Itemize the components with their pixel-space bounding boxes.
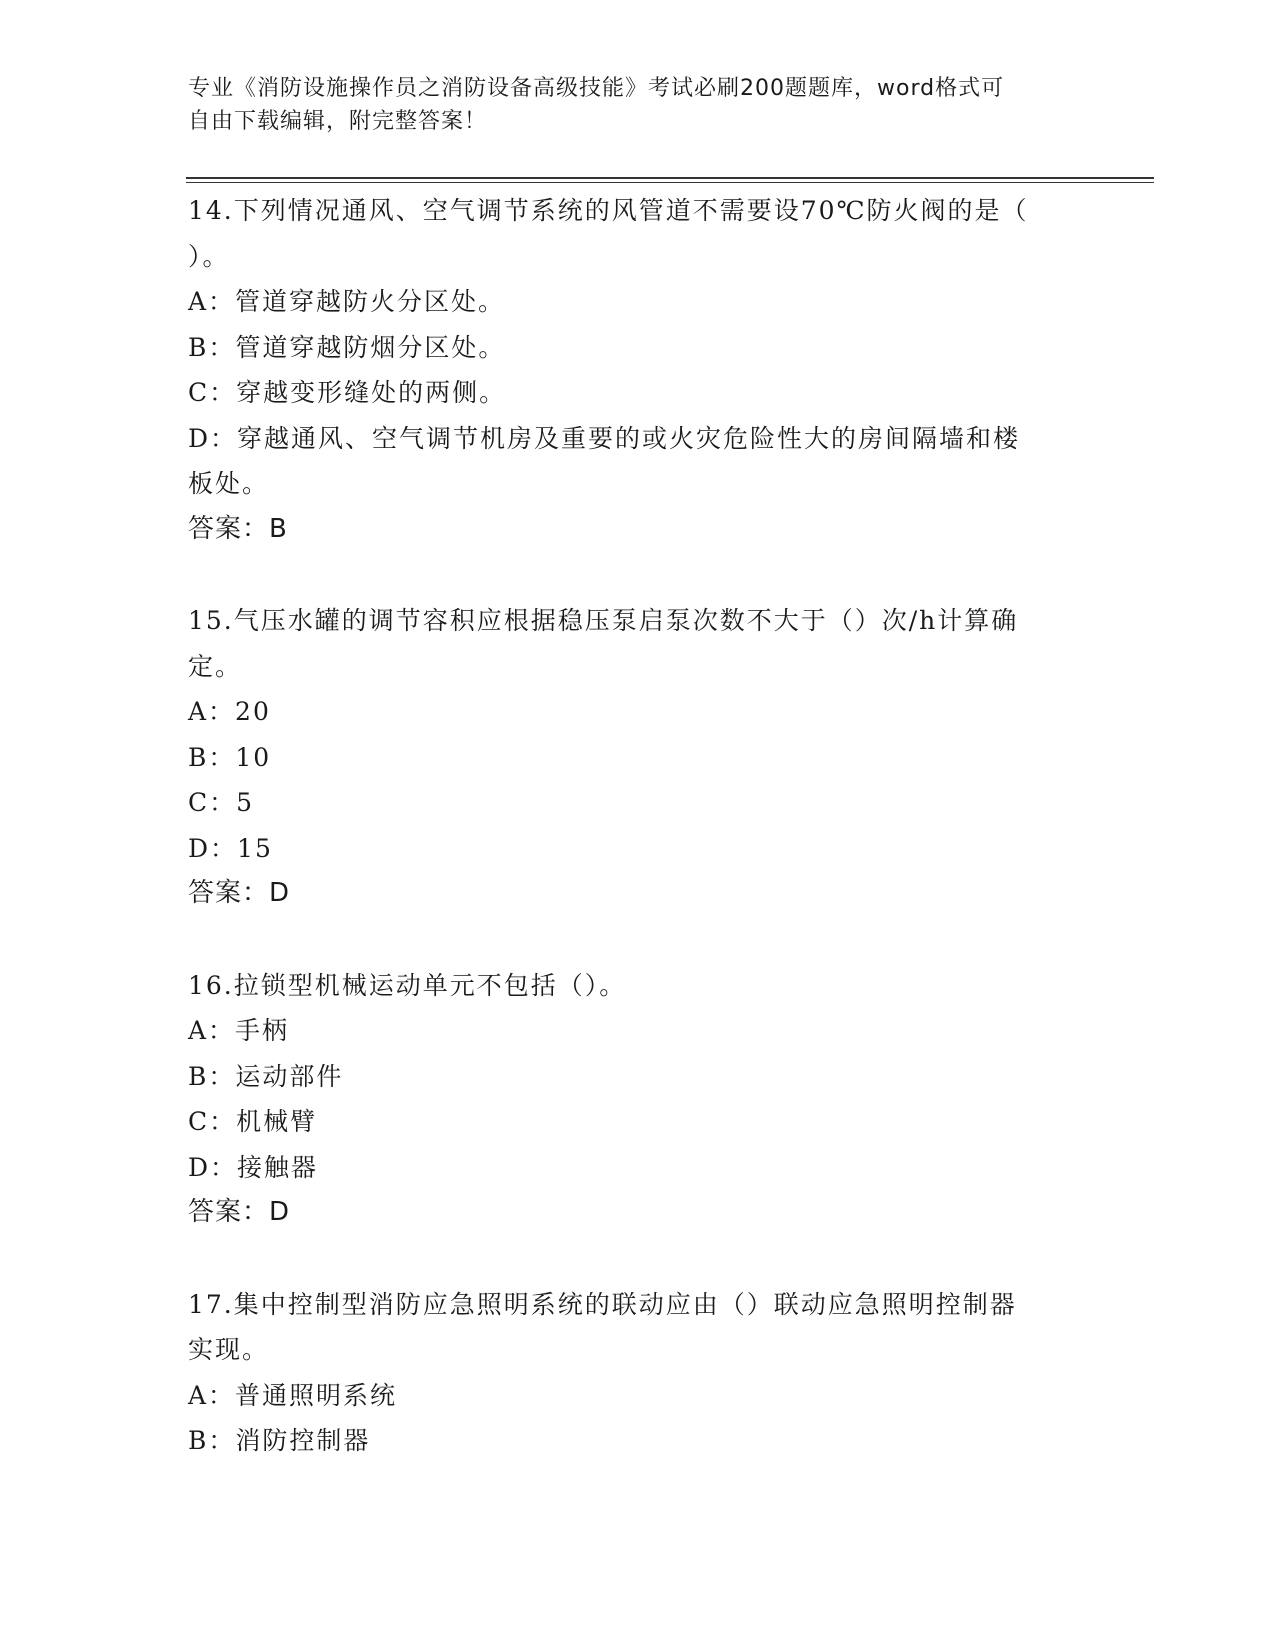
question-15 [188,598,1088,917]
question-stem-line: 17.集中控制型消防应急照明系统的联动应由（）联动应急照明控制器 [188,1289,1017,1319]
option-b: B：消防控制器 [188,1426,371,1455]
option-a: A：管道穿越防火分区处。 [188,287,506,316]
question-stem-line: ）。 [188,241,230,271]
option-c: C：5 [188,788,255,817]
option-a: A：20 [188,697,271,726]
option-d: D：接触器 [188,1152,319,1182]
header-line-1: 专业《消防设施操作员之消防设备高级技能》考试必刷200题题库，word格式可 [188,76,1005,101]
option-b: B：10 [188,742,272,772]
page-header [188,72,1088,138]
option-a: A：手柄 [188,1016,290,1045]
answer-label: 答案：B [188,513,288,544]
question-16 [188,963,1088,1236]
option-d: D：穿越通风、空气调节机房及重要的或火灾危险性大的房间隔墙和楼 [188,423,1021,453]
option-a: A：普通照明系统 [188,1380,398,1410]
header-line-2: 自由下载编辑，附完整答案！ [188,109,488,134]
option-c: C：穿越变形缝处的两侧。 [188,378,507,407]
question-stem-line: 14.下列情况通风、空气调节系统的风管道不需要设70℃防火阀的是（ [188,196,1029,225]
option-c: C：机械臂 [188,1107,318,1136]
question-stem-line: 实现。 [188,1335,270,1364]
answer-label: 答案：D [188,1197,291,1227]
question-stem-line: 16.拉锁型机械运动单元不包括（）。 [188,970,627,1000]
question-stem-line: 15.气压水罐的调节容积应根据稳压泵启泵次数不大于（）次/h计算确 [188,606,1019,635]
question-list [188,188,1088,1510]
question-stem-line: 定。 [188,651,243,681]
question-14 [188,188,1088,552]
header-divider [186,177,1154,183]
option-d: D：15 [188,833,273,863]
answer-label: 答案：D [188,878,291,908]
option-d-continued: 板处。 [188,469,270,498]
question-17 [188,1282,1088,1464]
option-b: B：运动部件 [188,1061,344,1091]
option-b: B：管道穿越防烟分区处。 [188,332,506,362]
